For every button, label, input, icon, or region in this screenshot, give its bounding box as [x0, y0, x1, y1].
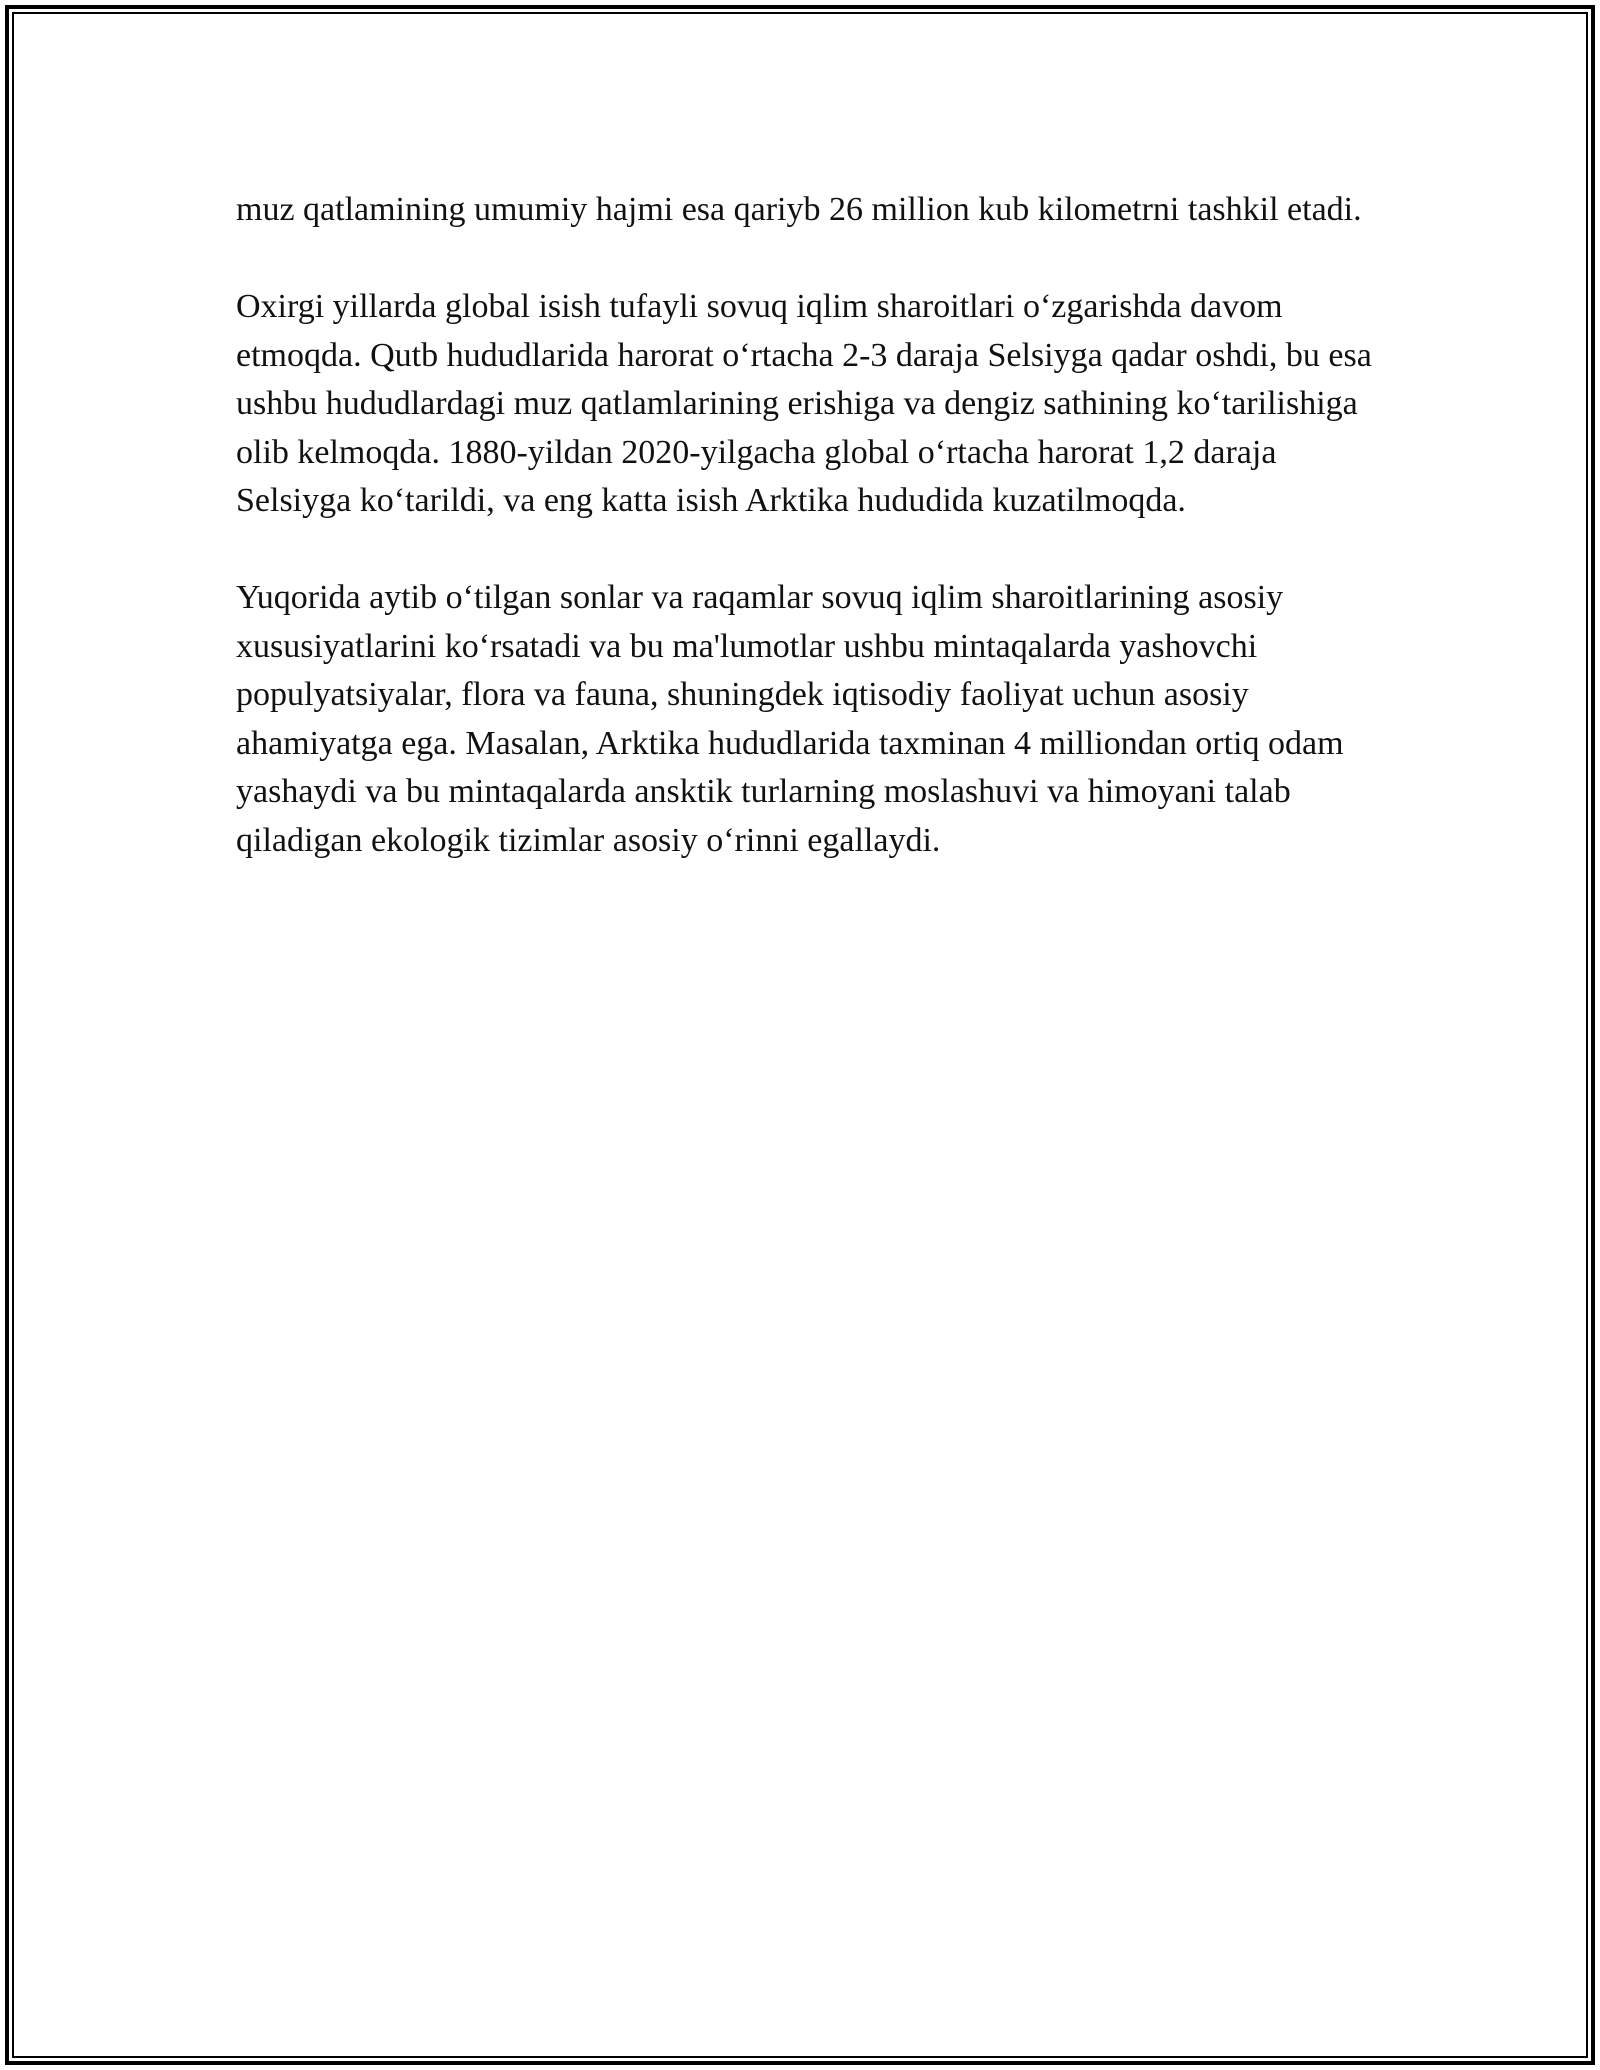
paragraph-3: Yuqorida aytib o‘tilgan sonlar va raqamlar sovuq iqlim sharoitlarining asosiy xususiyatlarini ko‘rsatadi va bu ma'lumotlar ushbu mintaqalarda yashovchi populyatsiyalar, flora va fauna, shuningdek iqtisodiy faoliyat uchun asosiy ahamiyatga ega. Masalan, Arktika hududlarida taxminan 4 milliondan ortiq odam yashaydi va bu mintaqalarda ansktik turlarning moslashuvi va himoyani talab qiladigan ekologik tizimlar asosiy o‘rinni egallaydi.	[236, 579, 1344, 859]
document-body	[236, 186, 1386, 914]
paragraph-1: muz qatlamining umumiy hajmi esa qariyb 26 million kub kilometrni tashkil etadi.	[236, 191, 1362, 228]
paragraph-2: Oxirgi yillarda global isish tufayli sovuq iqlim sharoitlari o‘zgarishda davom etmoqda. Qutb hududlarida harorat o‘rtacha 2-3 daraja Selsiyga qadar oshdi, bu esa ushbu hududlardagi muz qatlamlarining erishiga va dengiz sathining ko‘tarilishiga olib kelmoqda. 1880-yildan 2020-yilgacha global o‘rtacha harorat 1,2 daraja Selsiyga ko‘tarildi, va eng katta isish Arktika hududida kuzatilmoqda.	[236, 288, 1372, 519]
